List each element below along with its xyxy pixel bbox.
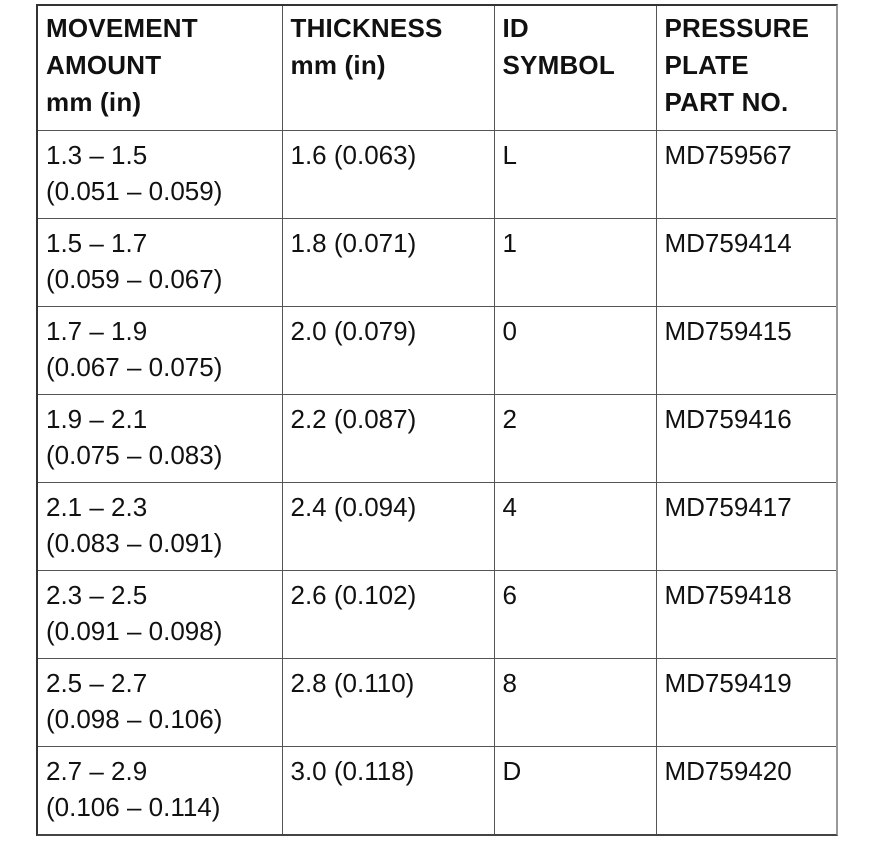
cell-movement-amount — [38, 307, 282, 395]
movement-in: (0.083 – 0.091) — [46, 528, 223, 558]
table-row — [38, 395, 836, 483]
movement-in: (0.067 – 0.075) — [46, 352, 223, 382]
movement-mm: 1.3 – 1.5 — [46, 140, 148, 170]
movement-in: (0.091 – 0.098) — [46, 616, 223, 646]
cell-part-number: MD759418 — [656, 571, 836, 659]
movement-in: (0.098 – 0.106) — [46, 704, 223, 734]
cell-movement-amount — [38, 659, 282, 747]
cell-id-symbol: 8 — [494, 659, 656, 747]
cell-id-symbol: 1 — [494, 219, 656, 307]
cell-part-number: MD759415 — [656, 307, 836, 395]
header-line: AMOUNT — [46, 50, 162, 80]
movement-mm: 2.5 – 2.7 — [46, 668, 148, 698]
cell-part-number: MD759420 — [656, 747, 836, 835]
cell-thickness: 2.8 (0.110) — [282, 659, 494, 747]
cell-id-symbol: 6 — [494, 571, 656, 659]
header-line: THICKNESS — [290, 13, 443, 43]
movement-mm: 1.9 – 2.1 — [46, 404, 148, 434]
cell-movement-amount — [38, 747, 282, 835]
pressure-plate-table-frame — [36, 4, 838, 836]
header-line: ID — [502, 13, 529, 43]
movement-mm: 1.5 – 1.7 — [46, 228, 148, 258]
cell-thickness: 3.0 (0.118) — [282, 747, 494, 835]
cell-movement-amount — [38, 483, 282, 571]
table-header-row — [38, 6, 836, 131]
table-row — [38, 571, 836, 659]
cell-thickness: 2.0 (0.079) — [282, 307, 494, 395]
cell-movement-amount — [38, 571, 282, 659]
header-line: PART NO. — [664, 87, 789, 117]
cell-movement-amount — [38, 219, 282, 307]
table-row — [38, 307, 836, 395]
cell-movement-amount — [38, 395, 282, 483]
cell-part-number: MD759414 — [656, 219, 836, 307]
cell-thickness: 1.6 (0.063) — [282, 131, 494, 219]
header-movement-amount — [38, 6, 282, 131]
cell-id-symbol: 0 — [494, 307, 656, 395]
movement-mm: 1.7 – 1.9 — [46, 316, 148, 346]
movement-mm: 2.7 – 2.9 — [46, 756, 148, 786]
table-row — [38, 131, 836, 219]
table-row — [38, 219, 836, 307]
cell-thickness: 1.8 (0.071) — [282, 219, 494, 307]
header-line: MOVEMENT — [46, 13, 198, 43]
cell-part-number: MD759417 — [656, 483, 836, 571]
movement-in: (0.106 – 0.114) — [46, 792, 221, 822]
movement-in: (0.051 – 0.059) — [46, 176, 223, 206]
pressure-plate-selection-table — [38, 6, 836, 834]
cell-part-number: MD759567 — [656, 131, 836, 219]
table-row — [38, 747, 836, 835]
movement-mm: 2.1 – 2.3 — [46, 492, 148, 522]
header-id-symbol — [494, 6, 656, 131]
cell-thickness: 2.4 (0.094) — [282, 483, 494, 571]
table-row — [38, 659, 836, 747]
header-part-number — [656, 6, 836, 131]
cell-thickness: 2.2 (0.087) — [282, 395, 494, 483]
cell-part-number: MD759416 — [656, 395, 836, 483]
header-thickness — [282, 6, 494, 131]
header-line: SYMBOL — [502, 50, 615, 80]
cell-thickness: 2.6 (0.102) — [282, 571, 494, 659]
header-line: PRESSURE — [664, 13, 810, 43]
movement-in: (0.059 – 0.067) — [46, 264, 223, 294]
movement-mm: 2.3 – 2.5 — [46, 580, 148, 610]
header-line: mm (in) — [46, 87, 142, 117]
cell-id-symbol: 4 — [494, 483, 656, 571]
header-line: mm (in) — [290, 50, 386, 80]
header-line: PLATE — [664, 50, 749, 80]
cell-id-symbol: D — [494, 747, 656, 835]
movement-in: (0.075 – 0.083) — [46, 440, 223, 470]
cell-movement-amount — [38, 131, 282, 219]
cell-id-symbol: L — [494, 131, 656, 219]
cell-part-number: MD759419 — [656, 659, 836, 747]
table-row — [38, 483, 836, 571]
cell-id-symbol: 2 — [494, 395, 656, 483]
